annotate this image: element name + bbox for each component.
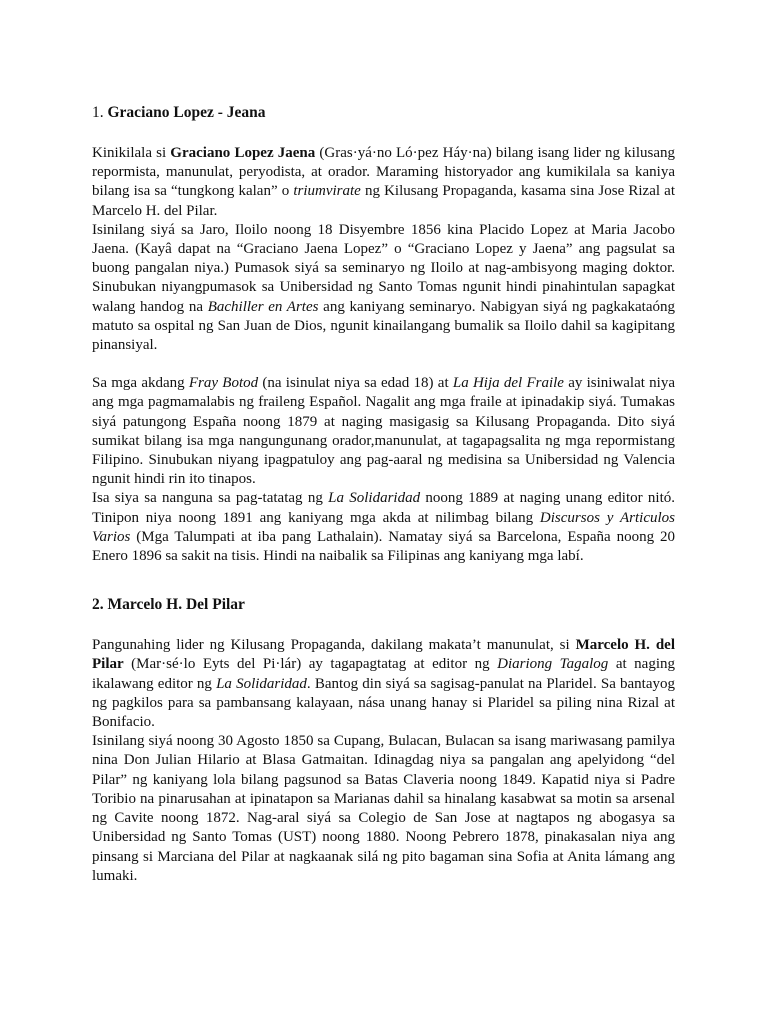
text-run: Pangunahing lider ng Kilusang Propaganda, dakilang makata’t manunulat, si — [92, 637, 576, 654]
section-1-title: Graciano Lopez - Jeana — [107, 104, 266, 121]
text-run: Kinikilala si — [92, 145, 171, 161]
paragraph-gap — [92, 355, 675, 374]
section-1-number: 1. — [92, 104, 104, 121]
section-1-heading — [92, 104, 675, 122]
text-run: La Solidaridad — [328, 490, 421, 507]
section-2-title: 2. Marcelo H. Del Pilar — [92, 596, 245, 614]
text-run: (na isinulat niya sa edad 18) at — [258, 375, 453, 392]
section-1-paragraph-2 — [92, 221, 675, 355]
section-2-paragraph-1 — [92, 636, 675, 732]
text-run: Diariong Tagalog — [497, 656, 609, 673]
text-run: Bachiller en Artes — [207, 298, 319, 315]
text-run: (Gras·yá·no Ló·pez Háy·na) bilang isang lider ng kilusang repormista, manunulat, peryodista, at orador. Maraming historyador ang kumikilala sa kaniya bilang isa sa “tungkong kalan” o — [92, 145, 675, 200]
text-run: ay isiniwalat niya ang mga pagmamalabis ng fraileng Español. Nagalit ang mga fraile at ipinadakip siyá. Tumakas siyá patungong España noong 1879 at naging masigasig sa Kilusang Propaganda. Dito siyá sumikat bilang isa mga nangungunang orador,manunulat, at tagapagsalita ng mga repormistang Filipino. Sinubukan niyang ipagpatuloy ang pag-aaral ng medisina sa Unibersidad ng Valencia ngunit hindi rin ito tinapos. — [92, 375, 675, 488]
text-run: triumvirate — [293, 183, 361, 200]
section-2-paragraph-2 — [92, 732, 675, 886]
text-run: Sa mga akdang — [92, 375, 189, 392]
text-run: Graciano Lopez Jaena — [170, 145, 316, 161]
text-run: Isa siya sa nanguna sa pag-tatatag ng — [92, 490, 329, 507]
text-run: Isinilang siyá sa Jaro, Iloilo noong 18 Disyembre 1856 kina Placido Lopez at Maria Jacobo Jaena. (Kayâ dapat na “Graciano Jaena Lopez” o “Graciano Lopez y Jaena” ang pagsulat sa buong pangalan niya.) Pumasok siyá sa seminaryo ng Iloilo at nag-ambisyong maging doktor. Sinubukan niyangpumasok sa Unibersidad ng Santo Tomas ngunit hindi pinahintulan sapagkat walang handog na — [92, 221, 675, 315]
text-run: La Solidaridad — [216, 675, 307, 692]
text-run: Discursos y Articulos Varios — [92, 509, 675, 545]
text-run: at naging ikalawang editor ng — [92, 656, 675, 692]
text-run: Marcelo H. del Pilar — [92, 637, 675, 673]
text-run: . Bantog din siyá sa sagisag-panulat na Plaridel. Sa bantayog ng pagkilos para sa pambansang kalayaan, násа unang hanay si Plaridel sa piling nina Rizal at Bonifacio. — [92, 675, 675, 731]
text-run: Isinilang siyá noong 30 Agosto 1850 sa Cupang, Bulacan, Bulacan sa isang mariwasang pamilya nina Don Julian Hilario at Blasa Gatmaitan. Idinagdag niya sa pangalan ang apelyidong “del Pilar” ng kaniyang lola bilang pagsunod sa Batas Claveria noong 1849. Kapatid niya si Padre Toribio na pinarusahan at ipinatapon sa Marianas dahil sa hinalang kasabwat sa motin sa arsenal ng Cavite noong 1872. Nag-aral siyá sa Colegio de San Jose at nagtapos ng abogasya sa Unibersidad ng Santo Tomas (UST) noong 1880. Noong Pebrero 1878, pinakasalan niya ang pinsang si Marciana del Pilar at nagkaanak silá ng pito bagaman sina Sofia at Anita lámang ang lumaki. — [92, 733, 675, 884]
section-2-heading — [92, 596, 675, 614]
text-run: ng Kilusang Propaganda, kasama sina Jose Rizal at Marcelo H. del Pilar. — [92, 183, 675, 219]
section-1-paragraph-1 — [92, 144, 675, 221]
text-run: Fray Botod — [188, 375, 259, 392]
text-run: (Mga Talumpati at iba pang Lathalain). Namatay siyá sa Barcelona, España noong 20 Enero 1896 sa sakit na tisis. Hindi na naibalik sa Filipinas ang kaniyang mga labí. — [92, 528, 675, 565]
text-run: La Hija del Fraile — [452, 375, 564, 392]
text-run: noong 1889 at naging unang editor nitó. Tinipon niya noong 1891 ang kaniyang mga akda at nilimbag bilang — [92, 490, 675, 526]
section-1-paragraph-4 — [92, 489, 675, 566]
section-1-paragraph-3 — [92, 374, 675, 489]
text-run: ang kaniyang seminaryo. Nabigyan siyá ng pagkakataóng matuto sa ospital ng San Juan de Dios, ngunit kinailangang bumalik sa Iloilo dahil sa kagipitang pinansiyal. — [92, 298, 675, 354]
text-run: (Mar·sé·lo Eyts del Pi·lár) ay tagapagtatag at editor ng — [123, 656, 498, 673]
